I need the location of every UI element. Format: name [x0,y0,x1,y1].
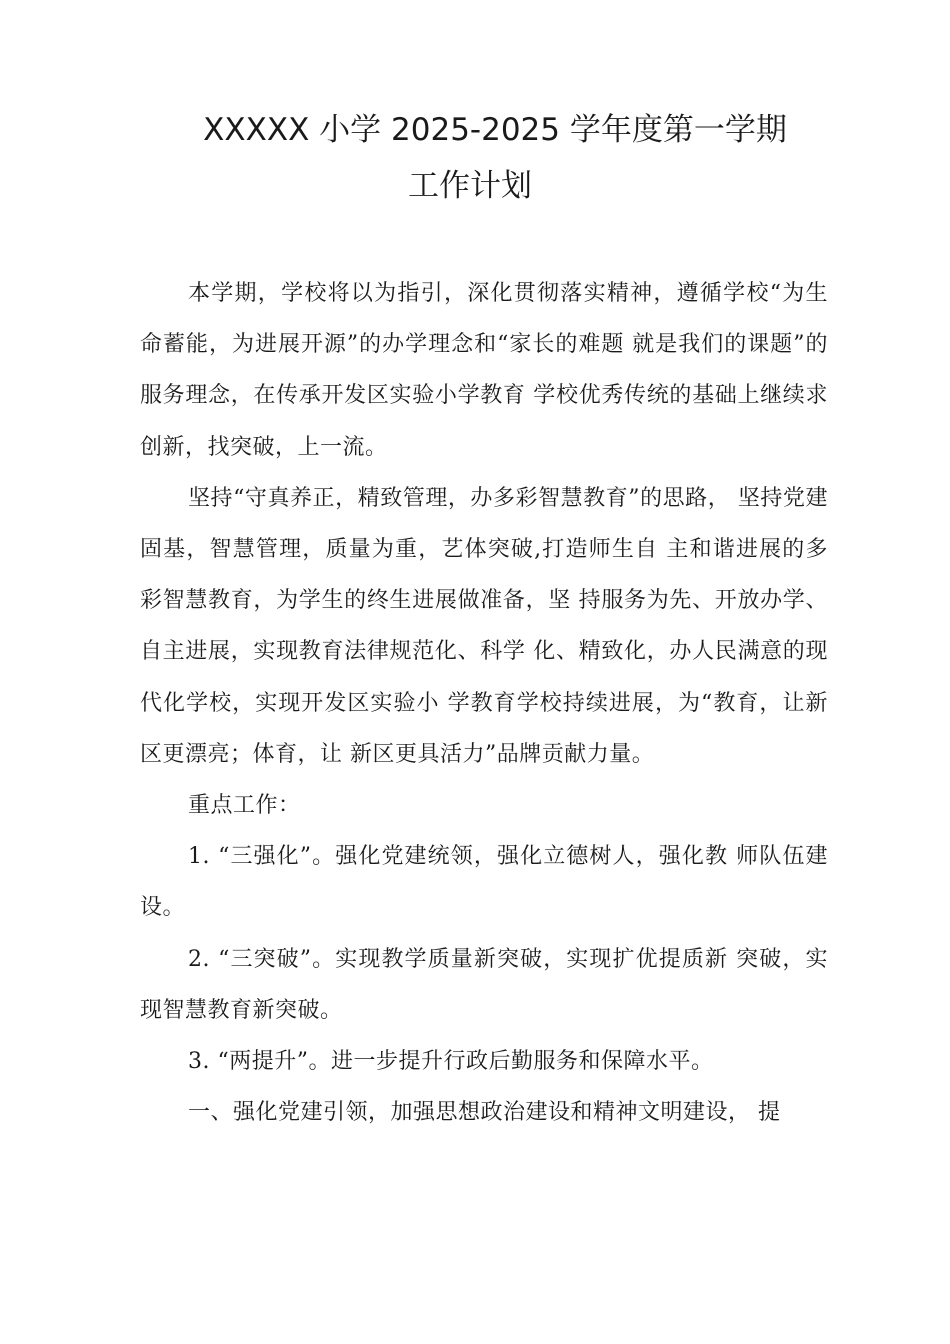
document-body [140,268,828,1138]
paragraph-key-work-2: 2. “三突破”。实现教学质量新突破，实现扩优提质新 突破，实现智慧教育新突破。 [140,946,828,1023]
document-title-line-2: 工作计划 [408,168,532,204]
paragraph-key-work-3: 3. “两提升”。进一步提升行政后勤服务和保障水平。 [188,1049,714,1075]
paragraph-approach: 坚持“守真养正，精致管理，办多彩智慧教育”的思路， 坚持党建固基，智慧管理，质量为重，艺体突破,打造师生自 主和谐进展的多彩智慧教育，为学生的终生进展做准备，坚 持服务为先、开放办学、自主进展，实现教育法律规范化、科学 化、精致化，办人民满意的现代化学校，实现开发区实验小 学教育学校持续进展，为“教育，让新区更漂亮；体育，让 新区更具活力”品牌贡献力量。 [140,485,828,767]
paragraph-section-1: 一、强化党建引领，加强思想政治建设和精神文明建设， 提 [188,1100,781,1126]
document-title-line-1: XXXXX 小学 2025-2025 学年度第一学期 [203,112,787,148]
paragraph-key-work-heading: 重点工作： [188,793,301,819]
paragraph-key-work-1: 1. “三强化”。强化党建统领，强化立德树人，强化教 师队伍建设。 [140,844,828,921]
paragraph-intro: 本学期，学校将以为指引，深化贯彻落实精神，遵循学校“为生命蓄能，为进展开源”的办学理念和“家长的难题 就是我们的课题”的服务理念，在传承开发区实验小学教育 学校优秀传统的基础上继续求创新，找突破，上一流。 [140,281,828,460]
